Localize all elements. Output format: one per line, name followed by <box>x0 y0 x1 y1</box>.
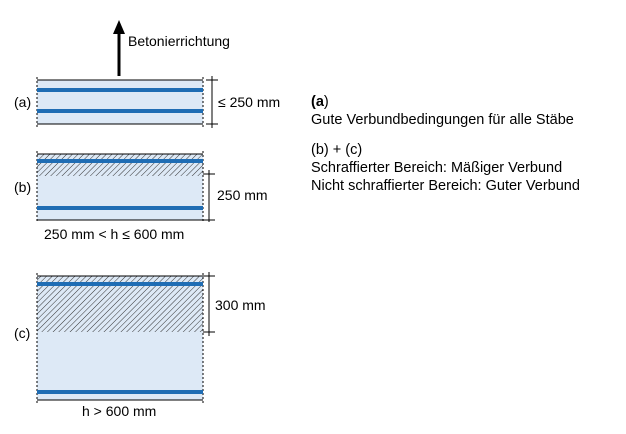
legend-bc-heading: (b) + (c) <box>311 142 363 158</box>
panel-b-caption: 250 mm < h ≤ 600 mm <box>44 226 185 242</box>
panel-a-dimension: ≤ 250 mm <box>218 94 281 110</box>
panel-c <box>37 272 215 403</box>
rebar-top-a <box>37 88 203 92</box>
legend <box>311 93 580 195</box>
panel-b <box>37 151 215 223</box>
panel-b-dimension: 250 mm <box>217 187 268 203</box>
rebar-bottom-c <box>37 390 203 394</box>
legend-a-mark: (a <box>311 94 324 110</box>
rebar-bottom-b <box>37 206 203 210</box>
casting-direction-arrow <box>113 20 125 76</box>
panel-a-label: (a) <box>14 94 32 110</box>
slab-a <box>37 80 203 124</box>
panel-b-label: (b) <box>14 179 32 195</box>
arrow-label: Betonierrichtung <box>128 33 230 49</box>
hatched-zone-b <box>37 154 203 176</box>
legend-bc-line2: Nicht schraffierter Bereich: Guter Verbund <box>311 178 580 194</box>
legend-a-text: Gute Verbundbedingungen für alle Stäbe <box>311 112 574 128</box>
legend-bc-line1: Schraffierter Bereich: Mäßiger Verbund <box>311 160 563 176</box>
panel-a <box>37 76 218 128</box>
panel-c-dimension: 300 mm <box>215 297 266 313</box>
legend-a-paren: ) <box>323 94 329 110</box>
rebar-top-c <box>37 282 203 286</box>
rebar-top-b <box>37 159 203 163</box>
panel-c-label: (c) <box>14 325 31 341</box>
legend-a-heading <box>311 93 580 111</box>
rebar-bottom-a <box>37 109 203 113</box>
panel-c-caption: h > 600 mm <box>82 403 157 419</box>
